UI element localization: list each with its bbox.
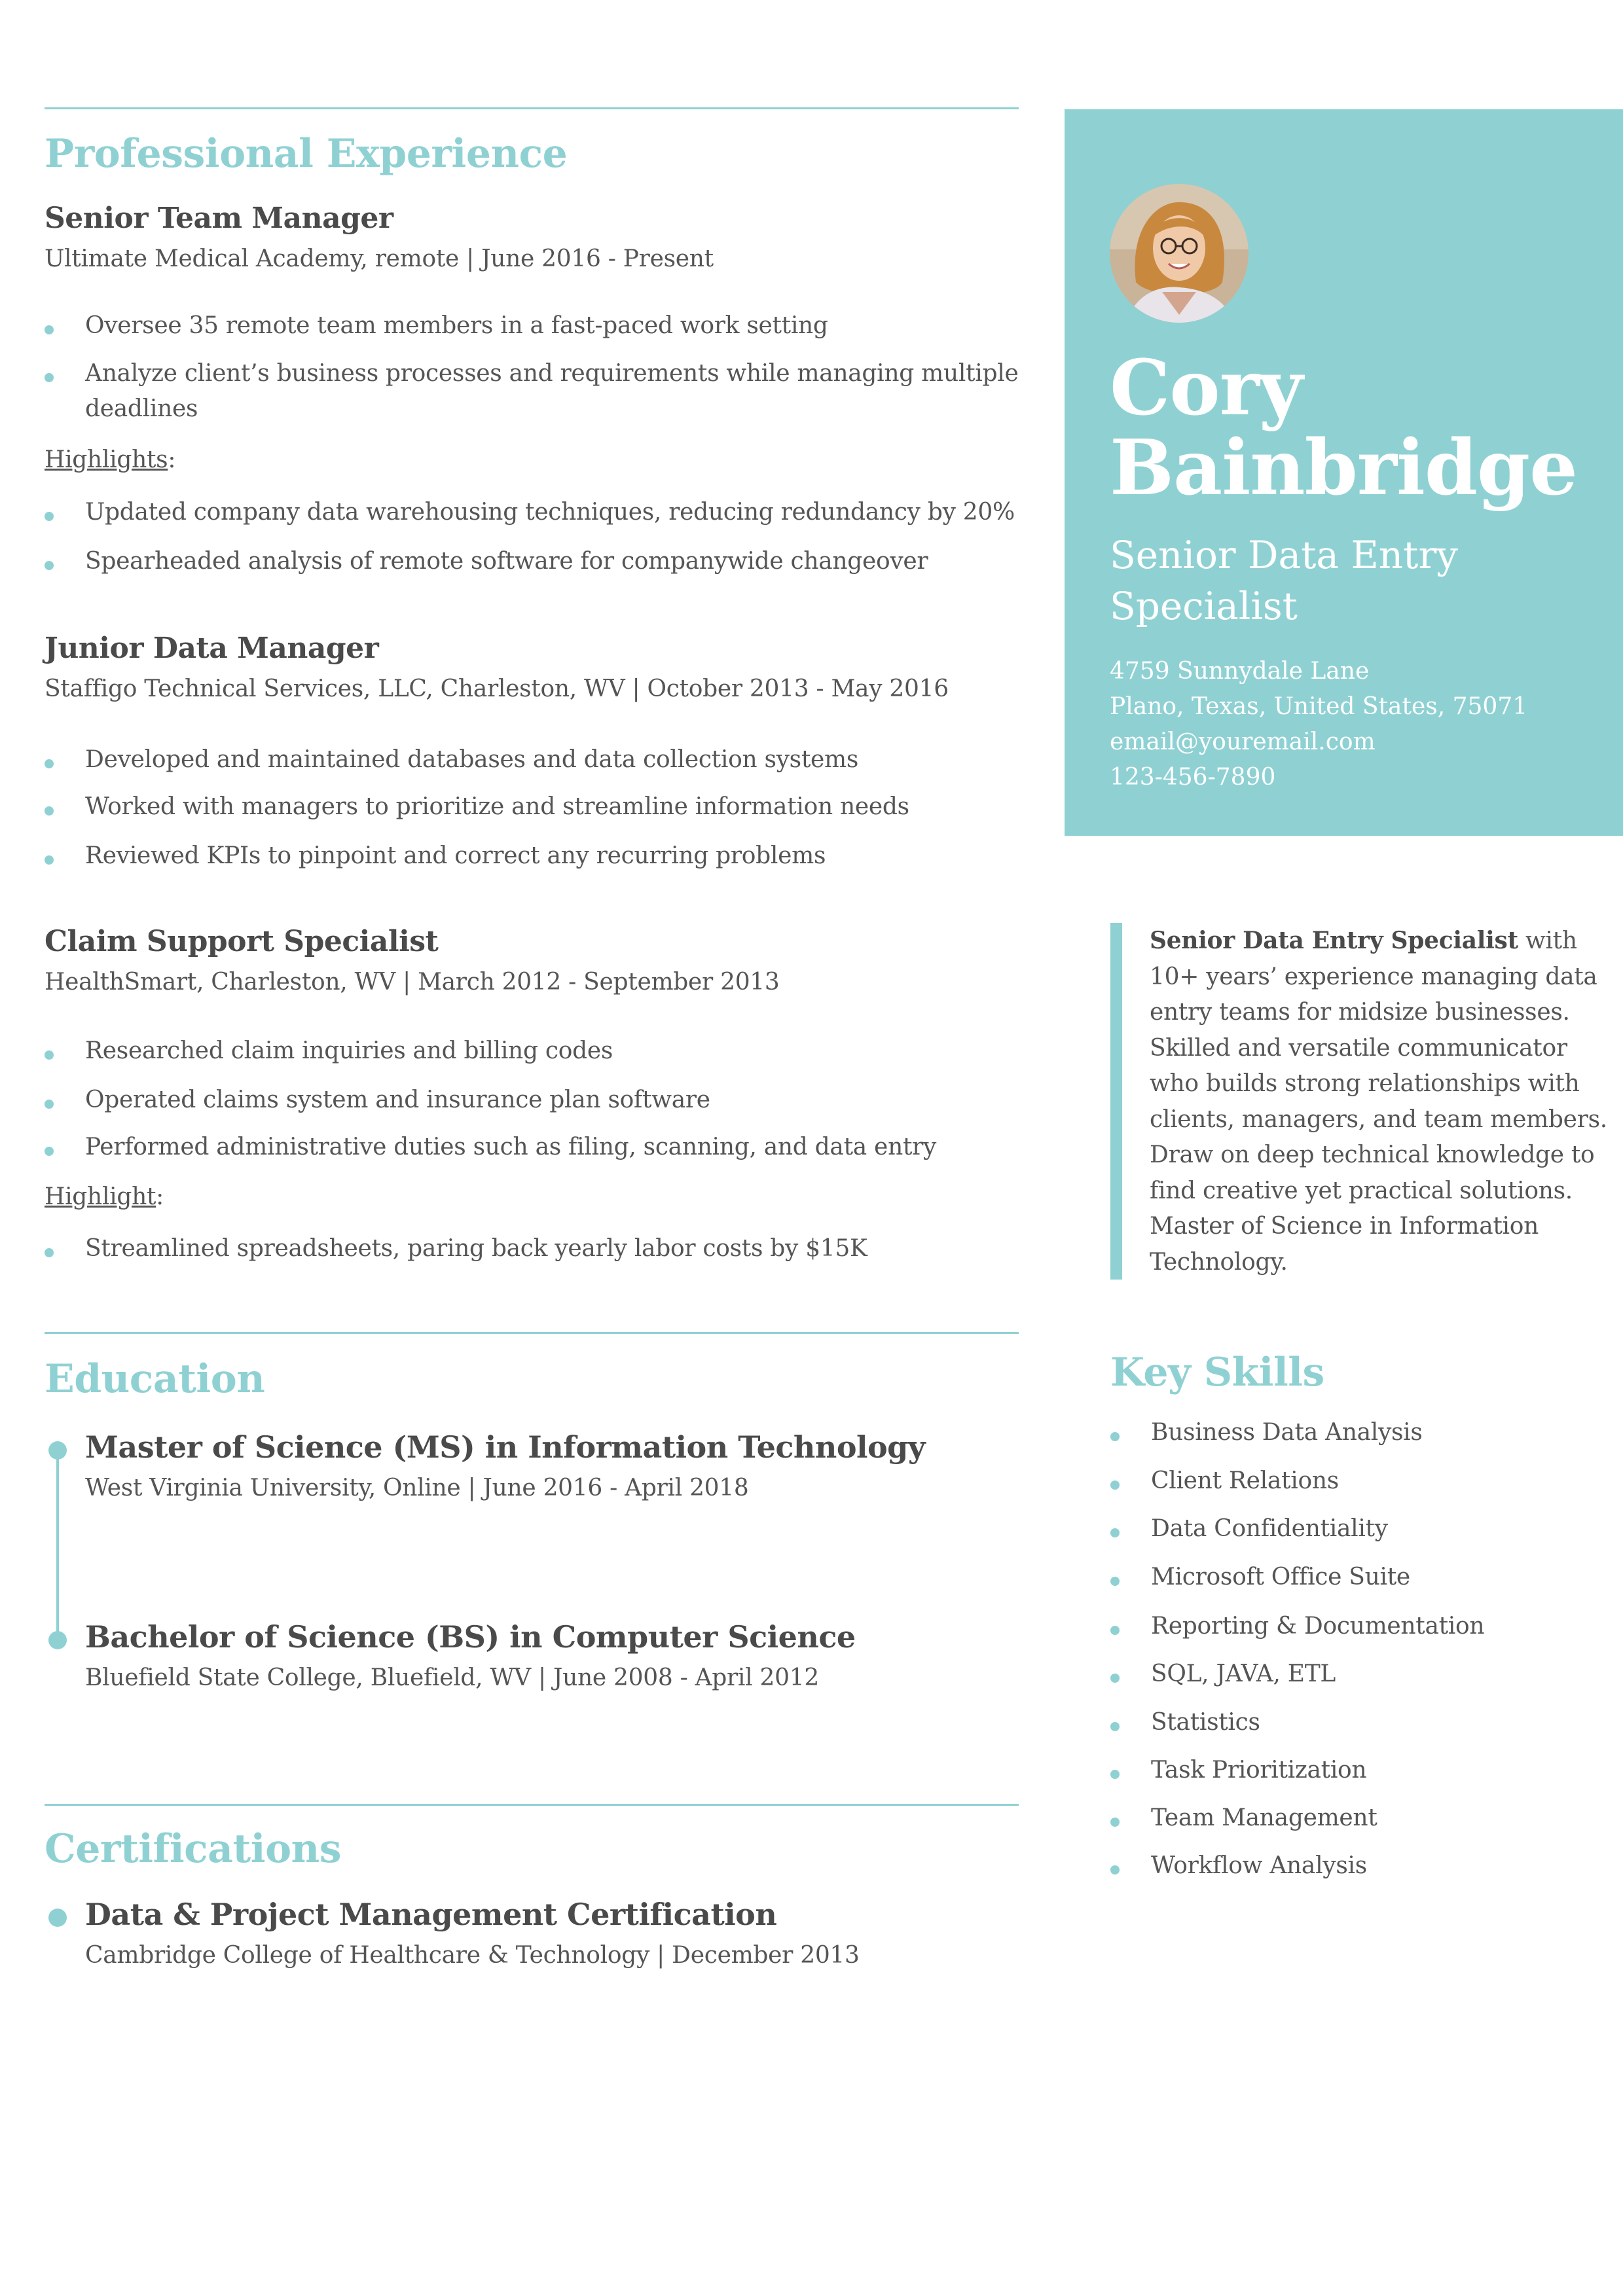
bullet-dot <box>45 561 54 570</box>
job-company: Ultimate Medical Academy, remote | June 2016 - Present <box>45 245 714 272</box>
bullet-dot <box>1110 1818 1120 1827</box>
bullet-dot <box>1110 1722 1120 1731</box>
bullet-dot <box>45 1147 54 1156</box>
bullet-dot <box>45 512 54 521</box>
bullet-dot <box>1110 1577 1120 1586</box>
summary-text: Senior Data Entry Specialist with 10+ years’ experience managing data entry teams for midsize businesses. Skilled and versatile communicator who builds strong relationships with clients, managers, and team members. Draw on deep technical knowledge to find creative yet practical solutions. Master of Science in Information Technology. <box>1150 927 1607 1276</box>
certifications-heading: Certifications <box>45 1826 341 1872</box>
job-bullet: Developed and maintained databases and data collection systems <box>85 746 859 773</box>
timeline-dot <box>48 1441 67 1460</box>
bullet-dot <box>1110 1865 1120 1874</box>
job-bullet: Analyze client’s business processes and requirements while managing multiple <box>85 360 1019 387</box>
skill-item: Statistics <box>1151 1709 1260 1736</box>
job-bullet: Reviewed KPIs to pinpoint and correct any recurring problems <box>85 842 826 869</box>
skill-item: SQL, JAVA, ETL <box>1151 1660 1336 1687</box>
skill-item: Business Data Analysis <box>1151 1419 1423 1446</box>
skill-item: Reporting & Documentation <box>1151 1613 1485 1640</box>
skill-item: Microsoft Office Suite <box>1151 1564 1410 1590</box>
highlight-bullet: Streamlined spreadsheets, paring back yearly labor costs by $15K <box>85 1235 867 1262</box>
job-title: Claim Support Specialist <box>45 925 439 958</box>
timeline-dot <box>48 1631 67 1649</box>
bullet-dot <box>45 373 54 382</box>
bullet-dot <box>45 806 54 816</box>
address-line: 4759 Sunnydale Lane <box>1110 658 1370 685</box>
job-bullet: Performed administrative duties such as filing, scanning, and data entry <box>85 1134 937 1160</box>
skills-heading: Key Skills <box>1110 1350 1324 1395</box>
bullet-dot <box>45 1100 54 1109</box>
contact-block <box>1110 654 1527 795</box>
bullet-dot <box>45 1050 54 1060</box>
candidate-role: Senior Data Entry Specialist <box>1110 533 1458 628</box>
experience-heading: Professional Experience <box>45 131 568 177</box>
degree-school: Bluefield State College, Bluefield, WV | June 2008 - April 2012 <box>85 1664 819 1691</box>
job-company: HealthSmart, Charleston, WV | March 2012 - September 2013 <box>45 969 780 996</box>
certification-dot <box>48 1909 67 1927</box>
job-bullet: Operated claims system and insurance plan software <box>85 1086 710 1113</box>
bullet-dot <box>1110 1674 1120 1683</box>
highlight-bullet: Updated company data warehousing techniques, reducing redundancy by 20% <box>85 499 1015 526</box>
job-company: Staffigo Technical Services, LLC, Charleston, WV | October 2013 - May 2016 <box>45 675 949 702</box>
job-title: Junior Data Manager <box>45 632 379 665</box>
job-bullet: Worked with managers to prioritize and streamline information needs <box>85 793 909 820</box>
bullet-dot <box>1110 1528 1120 1537</box>
degree-school: West Virginia University, Online | June 2016 - April 2018 <box>85 1475 749 1501</box>
skill-item: Data Confidentiality <box>1151 1515 1388 1542</box>
degree-title: Master of Science (MS) in Information Technology <box>85 1429 926 1465</box>
certification-detail: Cambridge College of Healthcare & Technology | December 2013 <box>85 1942 860 1969</box>
bullet-dot <box>45 759 54 768</box>
address-city: Plano, Texas, United States, 75071 <box>1110 693 1528 720</box>
bullet-dot <box>1110 1770 1120 1779</box>
highlights-label: Highlight: <box>45 1183 164 1210</box>
bullet-dot <box>1110 1626 1120 1635</box>
highlights-label: Highlights: <box>45 446 176 473</box>
email[interactable]: email@youremail.com <box>1110 728 1376 755</box>
skill-item: Workflow Analysis <box>1151 1852 1367 1879</box>
job-bullet: Oversee 35 remote team members in a fast-paced work setting <box>85 312 828 339</box>
skill-item: Team Management <box>1151 1804 1377 1831</box>
phone[interactable]: 123-456-7890 <box>1110 764 1276 791</box>
section-divider <box>45 1804 1019 1806</box>
skill-item: Client Relations <box>1151 1467 1339 1494</box>
certification-title: Data & Project Management Certification <box>85 1897 777 1932</box>
bullet-dot <box>45 1248 54 1257</box>
section-divider <box>45 1332 1019 1334</box>
job-bullet-continued: deadlines <box>85 395 198 422</box>
skill-item: Task Prioritization <box>1151 1757 1367 1784</box>
bullet-dot <box>1110 1480 1120 1490</box>
bullet-dot <box>45 325 54 334</box>
section-divider <box>45 107 1019 109</box>
highlight-bullet: Spearheaded analysis of remote software for companywide changeover <box>85 548 928 575</box>
bullet-dot <box>1110 1432 1120 1441</box>
bullet-dot <box>45 855 54 865</box>
job-title: Senior Team Manager <box>45 202 393 235</box>
profile-photo <box>1110 184 1249 323</box>
candidate-name: Cory Bainbridge <box>1110 344 1577 512</box>
profile-card <box>1065 109 1623 836</box>
education-heading: Education <box>45 1356 265 1402</box>
education-timeline-line <box>56 1450 59 1640</box>
job-bullet: Researched claim inquiries and billing codes <box>85 1037 613 1064</box>
summary-accent-bar <box>1110 923 1122 1280</box>
degree-title: Bachelor of Science (BS) in Computer Science <box>85 1619 856 1655</box>
